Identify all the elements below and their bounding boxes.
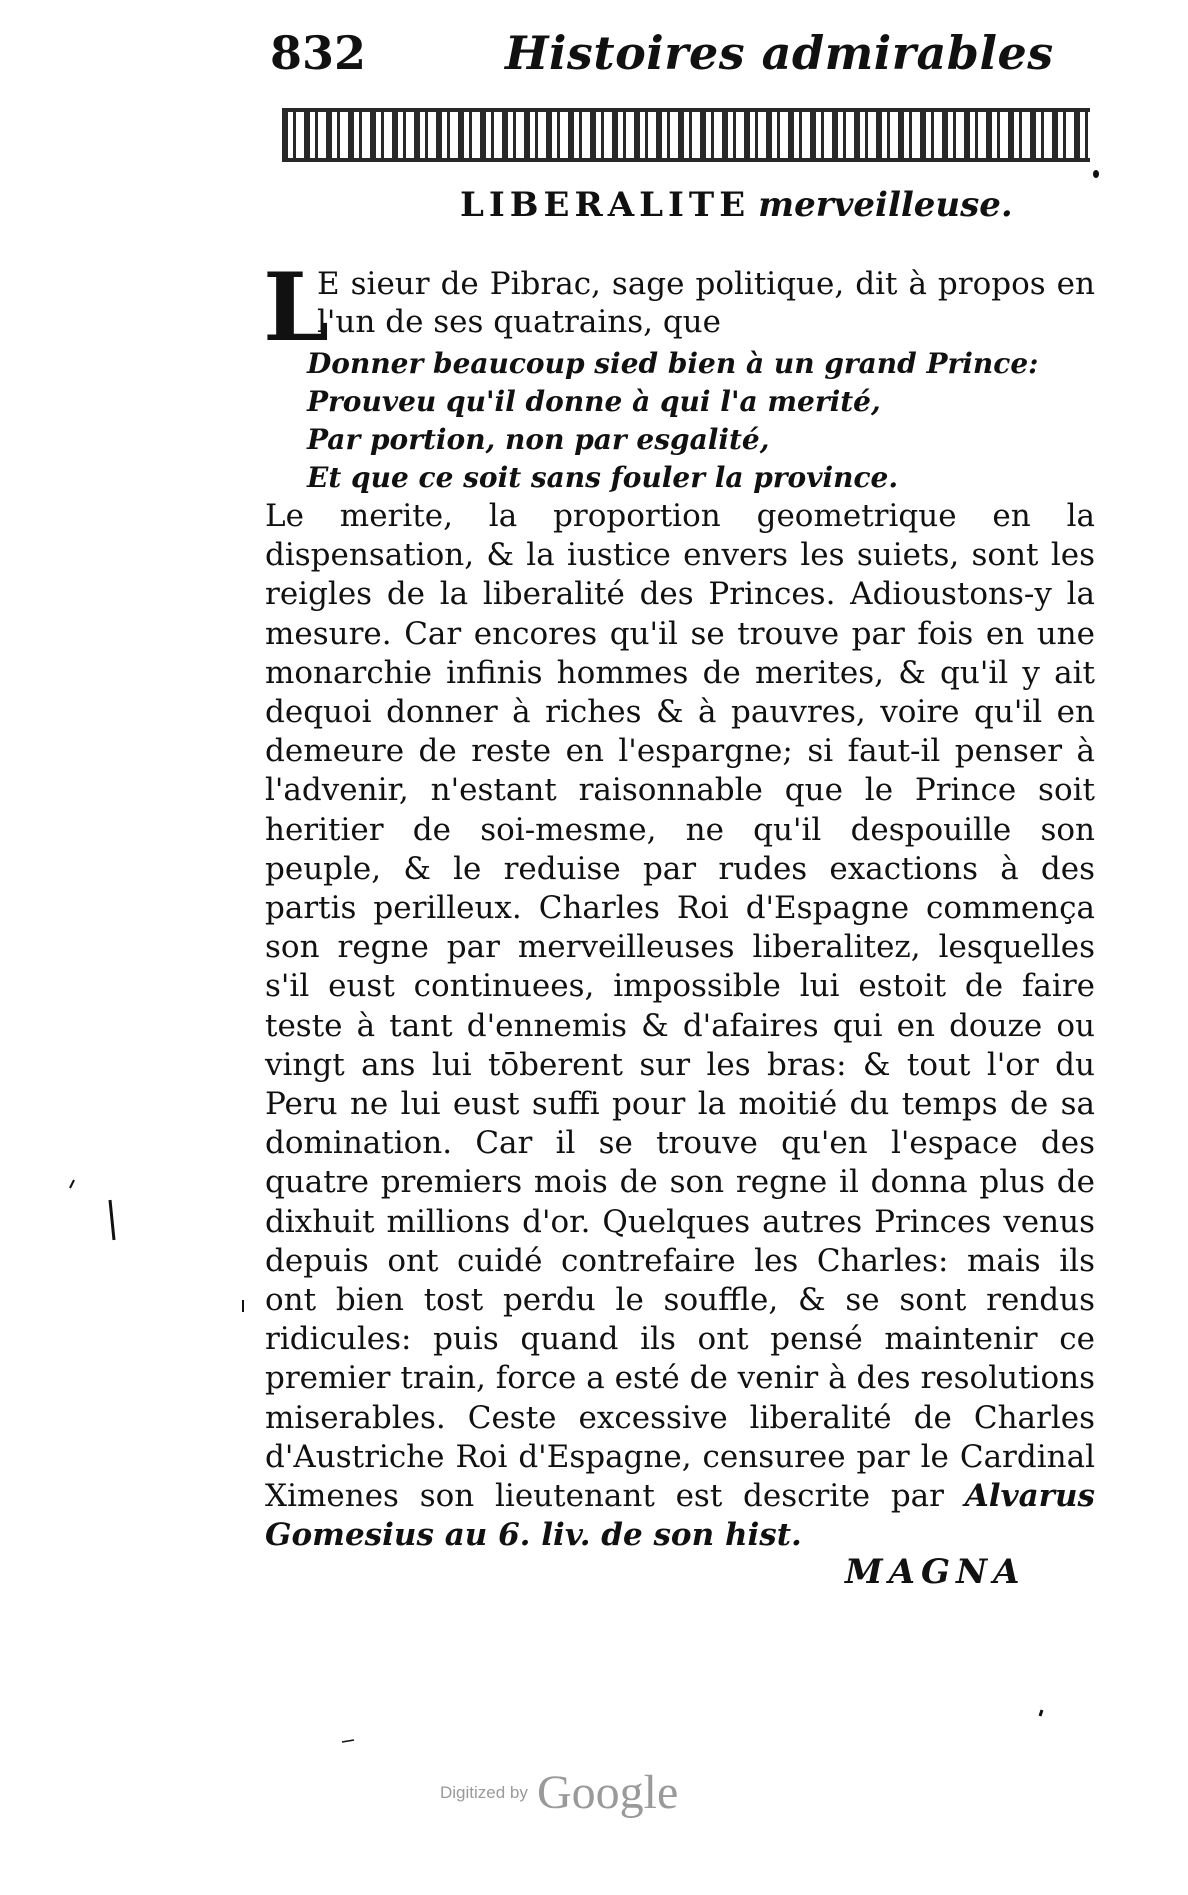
google-logo: Google — [536, 1766, 679, 1819]
verse-line: Prouveu qu'il donne à qui l'a merité, — [307, 385, 881, 418]
verse-line: Et que ce soit sans fouler la province. — [307, 461, 899, 494]
running-title: Histoires admirables — [505, 26, 1054, 80]
margin-stroke — [110, 1200, 114, 1240]
opening-paragraph-text: E sieur de Pibrac, sage politique, dit à propos en l'un de ses quatrains, que — [317, 266, 1095, 340]
page-number: 832 — [270, 26, 367, 80]
drop-cap: L — [263, 253, 330, 363]
section-title-caps: LIBERALITE — [460, 185, 751, 225]
main-paragraph-text: Le merite, la proportion geometrique en la dispensation, & la iustice envers les suiets, sont les reigles de la liberalité des Princes. Adioustons-y la mesure. Car encores qu'il se trouve par fois en une monarchie infinis hommes de merites, & qu'il y ait dequoi donner à riches & à pauvres, voire qu'il en demeure de reste en l'espargne; si faut-il penser à l'advenir, n'estant raisonnable que le Prince soit heritier de soi-mesme, ne qu'il despouille son peuple, & le reduise par rudes exactions à des partis perilleux. Charles Roi d'Espagne commença son regne par merveilleuses liberalitez, lesquelles s'il eust continuees, impossible lui estoit de faire teste à tant d'ennemis & d'afaires qui en douze ou vingt ans lui tōberent sur les bras: & tout l'or du Peru ne lui eust suffi pour la moitié du temps de sa domination. Car il se trouve qu'en l'espace des quatre premiers mois de son regne il donna plus de dixhuit millions d'or. Quelques autres Princes venus depuis ont cuidé contrefaire les Charles: mais ils ont bien tost perdu le souffle, & se sont rendus ridicules: puis quand ils ont pensé maintenir ce premier train, force a esté de venir à des resolutions miserables. Ceste excessive liberalité de Charles d'Austriche Roi d'Espagne, censuree par le Cardinal Ximenes son lieutenant est descrite par — [265, 498, 1095, 1515]
section-title-italic: merveilleuse. — [758, 185, 1013, 225]
watermark-prefix: Digitized by — [440, 1782, 528, 1802]
margin-stroke — [342, 1740, 354, 1742]
digitization-watermark — [440, 1765, 678, 1820]
citation: Alvarus Gomesius au 6. liv. de son hist. — [265, 1478, 1095, 1554]
catchword: MAGNA — [845, 1552, 1026, 1592]
margin-stroke — [70, 1180, 74, 1188]
verse-line: Donner beaucoup sied bien à un grand Prince: — [307, 347, 1039, 380]
verse-line: Par portion, non par esgalité, — [307, 423, 770, 456]
margin-stroke — [1040, 1710, 1042, 1716]
